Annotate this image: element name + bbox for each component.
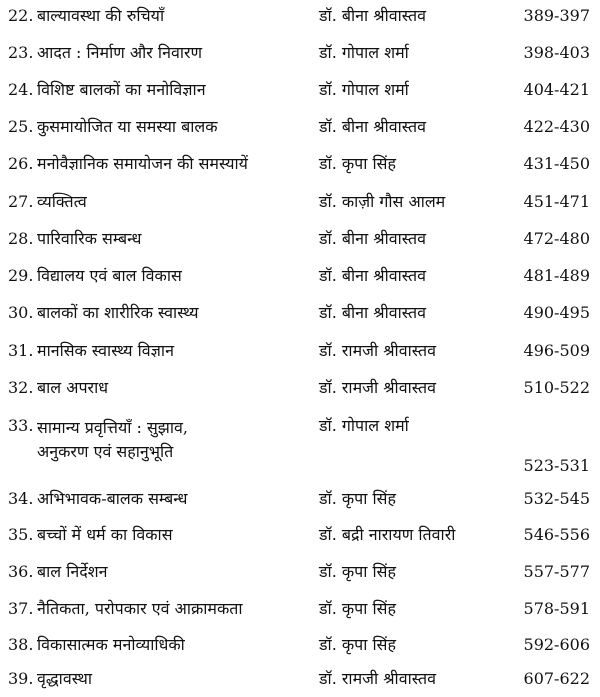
chapter-title [37,416,188,464]
chapter-number: 33. [8,416,34,435]
chapter-number: 36. [8,562,34,581]
chapter-author: डॉ. रामजी श्रीवास्तव [319,341,436,360]
chapter-title: बच्चों में धर्म का विकास [37,525,173,544]
toc-entry-26 [0,148,600,182]
toc-entry-31 [0,335,600,369]
chapter-author: डॉ. कृपा सिंह [319,599,396,618]
chapter-title: विशिष्ट बालकों का मनोविज्ञान [37,80,206,99]
chapter-number: 30. [8,303,34,322]
page-range: 404-421 [523,80,590,99]
page-range: 451-471 [523,192,590,211]
chapter-title: बाल्यावस्था की रुचियाँ [37,6,165,25]
toc-entry-22 [0,0,600,34]
toc-entry-24 [0,74,600,108]
chapter-author: डॉ. रामजी श्रीवास्तव [319,378,436,397]
chapter-author: डॉ. गोपाल शर्मा [319,43,409,62]
chapter-author: डॉ. कृपा सिंह [319,489,396,508]
chapter-number: 27. [8,192,34,211]
chapter-title: आदत : निर्माण और निवारण [37,43,203,62]
toc-entry-32 [0,372,600,406]
chapter-number: 29. [8,266,34,285]
page-range: 578-591 [523,599,590,618]
chapter-title: कुसमायोजित या समस्या बालक [37,117,218,136]
chapter-title: व्यक्तित्व [37,192,87,211]
chapter-title: विद्यालय एवं बाल विकास [37,266,182,285]
toc-entry-28 [0,223,600,257]
chapter-number: 28. [8,229,34,248]
page-range: 398-403 [523,43,590,62]
chapter-number: 34. [8,489,34,508]
page-range: 422-430 [523,117,590,136]
chapter-author: डॉ. बीना श्रीवास्तव [319,229,427,248]
page-range: 546-556 [523,525,590,544]
toc-entry-33 [0,410,600,480]
toc-entry-34 [0,483,600,517]
chapter-author: डॉ. कृपा सिंह [319,154,396,173]
page-range: 510-522 [523,378,590,397]
chapter-number: 31. [8,341,34,360]
toc-entry-25 [0,111,600,145]
toc-entry-23 [0,37,600,71]
toc-entry-30 [0,297,600,331]
page-range: 490-495 [523,303,590,322]
chapter-title: बाल अपराध [37,378,109,397]
chapter-number: 23. [8,43,34,62]
page-range: 523-531 [523,456,590,475]
chapter-title: नैतिकता, परोपकार एवं आक्रामकता [37,599,243,618]
chapter-author: डॉ. बीना श्रीवास्तव [319,117,427,136]
chapter-title-line-2: अनुकरण एवं सहानुभूति [37,442,174,461]
chapter-author: डॉ. काज़ी गौस आलम [319,192,446,211]
chapter-author: डॉ. गोपाल शर्मा [319,80,409,99]
chapter-title: पारिवारिक सम्बन्ध [37,229,142,248]
chapter-author: डॉ. कृपा सिंह [319,562,396,581]
chapter-title: मानसिक स्वास्थ्य विज्ञान [37,341,174,360]
page-range: 557-577 [523,562,590,581]
toc-entry-37 [0,593,600,627]
chapter-number: 37. [8,599,34,618]
chapter-title: बालकों का शारीरिक स्वास्थ्य [37,303,199,322]
chapter-number: 26. [8,154,34,173]
chapter-author: डॉ. बीना श्रीवास्तव [319,303,427,322]
page-range: 431-450 [523,154,590,173]
chapter-title: वृद्धावस्था [37,669,92,688]
chapter-number: 35. [8,525,34,544]
toc-entry-29 [0,260,600,294]
chapter-title: अभिभावक-बालक सम्बन्ध [37,489,188,508]
page-range: 389-397 [523,6,590,25]
chapter-title: विकासात्मक मनोव्याधिकी [37,635,185,654]
chapter-number: 25. [8,117,34,136]
chapter-author: डॉ. बद्री नारायण तिवारी [319,525,456,544]
chapter-title: मनोवैज्ञानिक समायोजन की समस्यायें [37,154,248,173]
chapter-number: 24. [8,80,34,99]
page-range: 607-622 [523,669,590,688]
page-range: 481-489 [523,266,590,285]
toc-entry-38 [0,629,600,663]
page-range: 496-509 [523,341,590,360]
chapter-number: 38. [8,635,34,654]
chapter-author: डॉ. बीना श्रीवास्तव [319,6,427,25]
chapter-title: बाल निर्देशन [37,562,108,581]
chapter-author: डॉ. गोपाल शर्मा [319,416,409,435]
toc-entry-39 [0,663,600,697]
toc-entry-35 [0,519,600,553]
chapter-number: 39. [8,669,34,688]
toc-entry-27 [0,186,600,220]
toc-entry-36 [0,556,600,590]
chapter-author: डॉ. रामजी श्रीवास्तव [319,669,436,688]
page-range: 532-545 [523,489,590,508]
page-range: 472-480 [523,229,590,248]
page-range: 592-606 [523,635,590,654]
chapter-author: डॉ. बीना श्रीवास्तव [319,266,427,285]
chapter-title-line-1: सामान्य प्रवृत्तियाँ : सुझाव, [37,418,188,437]
chapter-number: 32. [8,378,34,397]
chapter-author: डॉ. कृपा सिंह [319,635,396,654]
chapter-number: 22. [8,6,34,25]
